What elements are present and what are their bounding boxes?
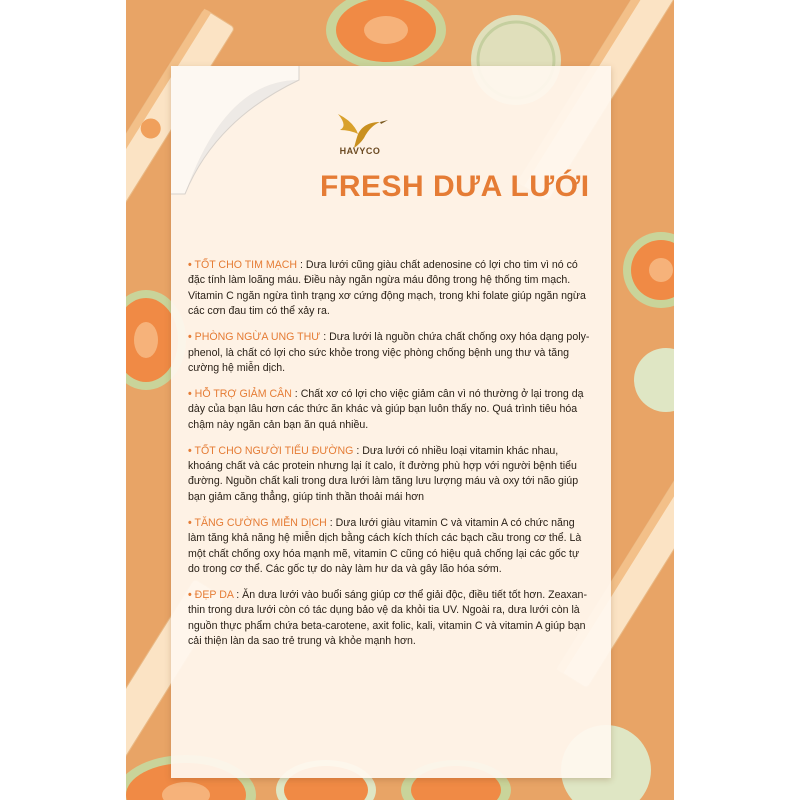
benefit-heading: HỖ TRỢ GIẢM CÂN: [194, 387, 292, 400]
benefits-list: [188, 258, 592, 660]
page-title: FRESH DƯA LƯỚI: [320, 170, 590, 203]
bullet: •: [188, 516, 192, 529]
benefit-section-weight-loss: [188, 387, 592, 433]
benefit-section-heart: [188, 258, 592, 320]
benefit-text: : Chất xơ có lợi cho việc giảm cân vì nó thường ở lại trong dạ dày của bạn lâu hơn các thức ăn khác và giúp bạn luôn thấy no. Quá trình tiêu hóa chậm này ngăn cản bạn ăn quá nhiều.: [188, 387, 584, 431]
melon-slice-top: [326, 0, 446, 70]
bullet: •: [188, 331, 192, 344]
bullet: •: [188, 259, 192, 271]
benefit-section-diabetes: [188, 444, 592, 506]
benefit-heading: TĂNG CƯỜNG MIỄN DỊCH: [194, 516, 327, 529]
benefit-text: : Ăn dưa lưới vào buổi sáng giúp cơ thể giải độc, điều tiết tốt hơn. Zeaxan-thin trong dưa lưới còn có tác dụng bảo vệ da khỏi tia UV. Ngoài ra, dưa lưới còn là nguồn thực phẩm chứa beta-carotene, axit folic, kali, vitamin C và vitamin A giúp bạn cải thiện làn da sao trẻ trung và khỏe mạnh hơn.: [188, 588, 587, 648]
benefit-text: : Dưa lưới giàu vitamin C và vitamin A có chức năng làm tăng khả năng hệ miễn dịch bằng cách kích thích các bạch cầu trong cơ thể. Là một chất chống oxy hóa mạnh mẽ, vitamin C cũng có hiệu quả chống lại các gốc tự do trong cơ thể. Các gốc tự do này làm hư da và gây lão hóa sớm.: [188, 516, 582, 575]
benefit-text: : Dưa lưới là nguồn chứa chất chống oxy hóa dạng poly-phenol, là chất có lợi cho sức khỏe trong việc phòng chống bệnh ung thư và tăng cường hệ miễn dịch.: [188, 331, 590, 374]
benefit-text: : Dưa lưới cũng giàu chất adenosine có lợi cho tim vì nó có đặc tính làm loãng máu. Điều này ngăn ngừa máu đông trong hệ thống tim mạch. Vitamin C ngăn ngừa tình trạng xơ cứng động mạch, trong khi folate giúp ngăn ngừa các cơn đau tim có thể xảy ra.: [188, 259, 586, 318]
benefit-heading: TỐT CHO TIM MẠCH: [194, 259, 298, 271]
page-curl-decoration: [165, 60, 305, 200]
hummingbird-logo-icon: [330, 98, 390, 168]
benefit-heading: PHÒNG NGỪA UNG THƯ: [194, 331, 321, 344]
benefit-section-skin: [188, 588, 592, 650]
benefit-section-cancer: [188, 330, 592, 376]
benefit-text: : Dưa lưới có nhiều loại vitamin khác nhau, khoáng chất và các protein nhưng lại ít calo, ít đường phù hợp với người bệnh tiểu đường. Nguồn chất kali trong dưa lưới làm tăng lưu lượng máu và oxy tới não giúp bạn giảm căng thẳng, giúp tinh thần thoải mái hơn: [188, 444, 579, 503]
brand-name: HAVYCO: [339, 146, 381, 156]
bullet: •: [188, 588, 192, 601]
benefit-heading: TỐT CHO NGƯỜI TIỂU ĐƯỜNG: [194, 444, 354, 457]
benefit-section-immunity: [188, 516, 592, 578]
bullet: •: [188, 444, 192, 457]
bullet: •: [188, 387, 192, 400]
benefit-heading: ĐẸP DA: [194, 588, 234, 601]
